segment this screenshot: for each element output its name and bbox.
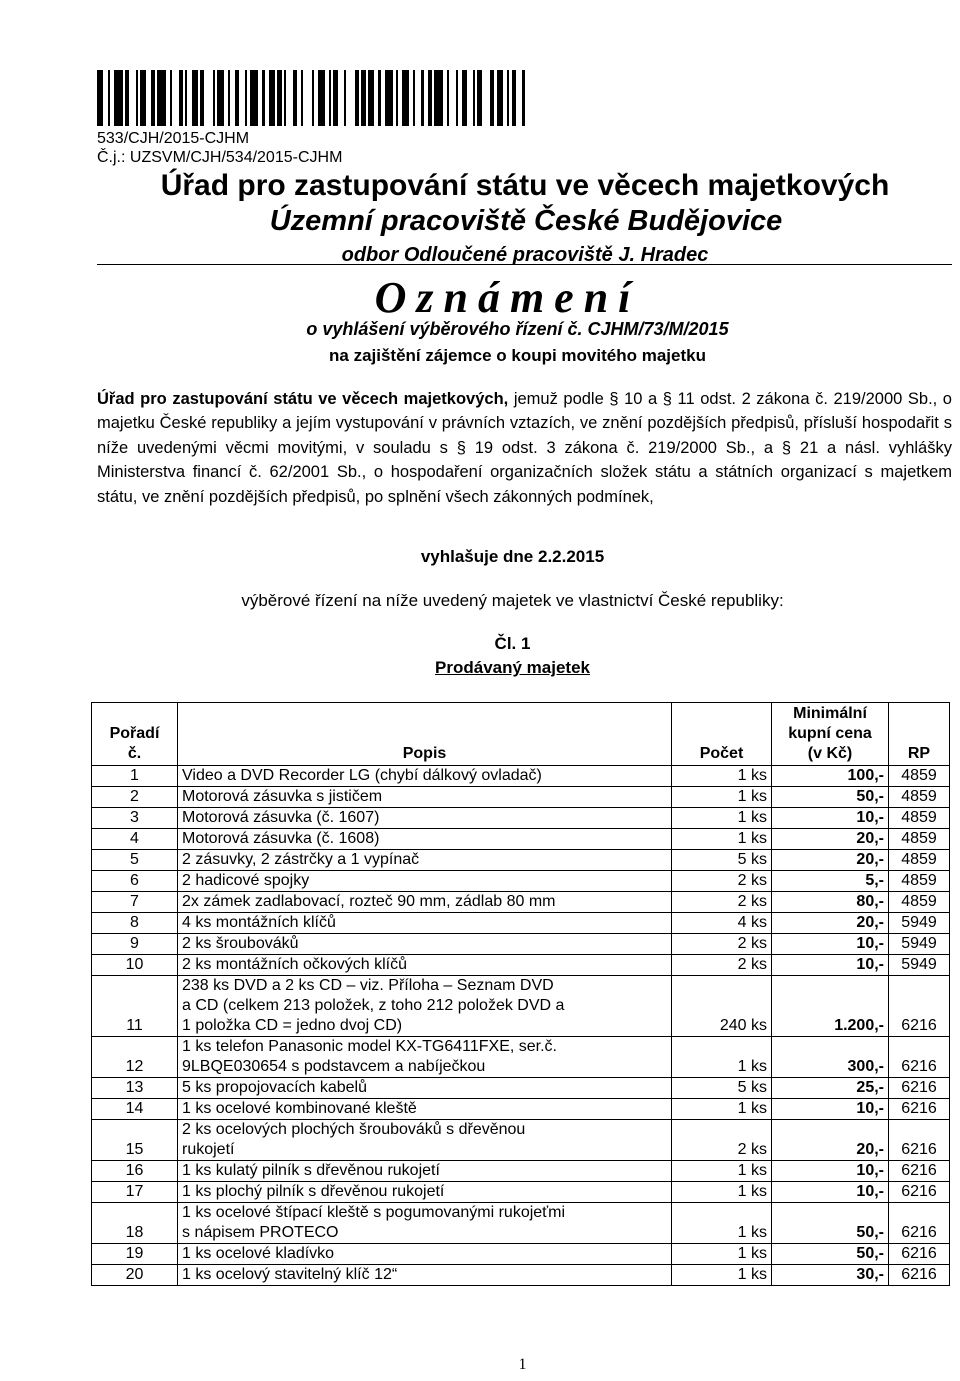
row-count: 1 ks bbox=[672, 1182, 772, 1203]
row-count: 2 ks bbox=[672, 1120, 772, 1161]
description-line: 9LBQE030654 s podstavcem a nabíječkou bbox=[182, 1058, 486, 1075]
row-price: 20,- bbox=[772, 913, 889, 934]
row-price: 10,- bbox=[772, 1182, 889, 1203]
row-rp: 4859 bbox=[889, 892, 950, 913]
row-price: 10,- bbox=[772, 1099, 889, 1120]
table-row bbox=[92, 1120, 950, 1161]
row-rp: 6216 bbox=[889, 976, 950, 1037]
row-price: 50,- bbox=[772, 1244, 889, 1265]
row-description bbox=[178, 766, 672, 787]
row-number: 19 bbox=[92, 1244, 178, 1265]
reference-number: 533/CJH/2015-CJHM bbox=[97, 130, 250, 147]
row-count: 1 ks bbox=[672, 1203, 772, 1244]
row-rp: 6216 bbox=[889, 1120, 950, 1161]
intro-lead: Úřad pro zastupování státu ve věcech majetkových, bbox=[97, 390, 509, 408]
table-row bbox=[92, 808, 950, 829]
row-number: 18 bbox=[92, 1203, 178, 1244]
row-rp: 6216 bbox=[889, 1244, 950, 1265]
row-description bbox=[178, 1120, 672, 1161]
row-description bbox=[178, 1078, 672, 1099]
row-number: 4 bbox=[92, 829, 178, 850]
row-count: 1 ks bbox=[672, 1265, 772, 1286]
row-description bbox=[178, 1161, 672, 1182]
row-number: 20 bbox=[92, 1265, 178, 1286]
row-price: 10,- bbox=[772, 934, 889, 955]
row-price: 50,- bbox=[772, 787, 889, 808]
row-number: 12 bbox=[92, 1037, 178, 1078]
notice-title: Oznámení bbox=[374, 273, 641, 322]
description-line: 2 zásuvky, 2 zástrčky a 1 vypínač bbox=[182, 851, 420, 868]
table-row bbox=[92, 955, 950, 976]
row-number: 10 bbox=[92, 955, 178, 976]
table-row bbox=[92, 1265, 950, 1286]
description-line: Motorová zásuvka (č. 1608) bbox=[182, 830, 380, 847]
row-count: 1 ks bbox=[672, 1037, 772, 1078]
description-line: 2 ks montážních očkových klíčů bbox=[182, 956, 407, 973]
header-cena: Minimální kupní cena (v Kč) bbox=[772, 703, 889, 766]
notice-subtitle-number: o vyhlášení výběrového řízení č. CJHM/73/M/2015 bbox=[306, 319, 729, 339]
row-price: 30,- bbox=[772, 1265, 889, 1286]
header-divider bbox=[97, 264, 952, 265]
table-row bbox=[92, 829, 950, 850]
table-row bbox=[92, 787, 950, 808]
table-row bbox=[92, 766, 950, 787]
row-number: 17 bbox=[92, 1182, 178, 1203]
header-pocet: Počet bbox=[672, 703, 772, 766]
description-line: 1 ks ocelové kladívko bbox=[182, 1245, 335, 1262]
table-row bbox=[92, 1099, 950, 1120]
row-number: 16 bbox=[92, 1161, 178, 1182]
table-row bbox=[92, 1244, 950, 1265]
row-number: 3 bbox=[92, 808, 178, 829]
row-number: 7 bbox=[92, 892, 178, 913]
page-number: 1 bbox=[518, 1356, 527, 1373]
row-count: 4 ks bbox=[672, 913, 772, 934]
table-row bbox=[92, 913, 950, 934]
office-name: Úřad pro zastupování státu ve věcech majetkových bbox=[160, 169, 890, 202]
row-rp: 6216 bbox=[889, 1265, 950, 1286]
header-popis: Popis bbox=[178, 703, 672, 766]
row-count: 2 ks bbox=[672, 955, 772, 976]
article-number: Čl. 1 bbox=[494, 634, 531, 653]
row-description bbox=[178, 1244, 672, 1265]
row-number: 13 bbox=[92, 1078, 178, 1099]
intro-paragraph bbox=[97, 387, 952, 509]
table-row bbox=[92, 850, 950, 871]
row-rp: 6216 bbox=[889, 1182, 950, 1203]
office-department: odbor Odloučené pracoviště J. Hradec bbox=[341, 244, 709, 266]
intro-text: jemuž podle § 10 a § 11 odst. 2 zákona č. 219/2000 Sb., o majetku České republiky a jejím vystupování v právních vztazích, ve znění pozdějších předpisů, přísluší hospodařit s níže uvedenými věcmi movitými, v souladu s § 19 odst. 3 zákona č. 219/2000 Sb., a § 21 a násl. vyhlášky Ministerstva financí č. 62/2001 Sb., o hospodaření organizačních složek státu a státních organizací s majetkem státu, ve znění pozdějších předpisů, po splnění všech zákonných podmínek, bbox=[97, 390, 952, 506]
table-row bbox=[92, 1161, 950, 1182]
row-description bbox=[178, 787, 672, 808]
notice-subtitle-purpose: na zajištění zájemce o koupi movitého majetku bbox=[329, 346, 706, 365]
description-line: 1 ks ocelové kombinované kleště bbox=[182, 1100, 417, 1117]
row-price: 20,- bbox=[772, 1120, 889, 1161]
table-row bbox=[92, 1203, 950, 1244]
row-count: 1 ks bbox=[672, 1099, 772, 1120]
description-line: Motorová zásuvka s jističem bbox=[182, 788, 383, 805]
row-count: 5 ks bbox=[672, 1078, 772, 1099]
row-price: 20,- bbox=[772, 850, 889, 871]
description-line: Motorová zásuvka (č. 1607) bbox=[182, 809, 380, 826]
description-line: Video a DVD Recorder LG (chybí dálkový ovladač) bbox=[182, 767, 542, 784]
row-description bbox=[178, 913, 672, 934]
row-description bbox=[178, 892, 672, 913]
announce-statement: výběrové řízení na níže uvedený majetek ve vlastnictví České republiky: bbox=[241, 591, 784, 610]
table-row bbox=[92, 1037, 950, 1078]
description-line: 1 ks telefon Panasonic model KX-TG6411FXE, ser.č. bbox=[182, 1038, 557, 1055]
row-rp: 6216 bbox=[889, 1203, 950, 1244]
row-count: 1 ks bbox=[672, 787, 772, 808]
table-row bbox=[92, 934, 950, 955]
table-header-row bbox=[92, 703, 950, 766]
row-description bbox=[178, 1203, 672, 1244]
description-line: 1 ks ocelový stavitelný klíč 12“ bbox=[182, 1266, 398, 1283]
row-number: 1 bbox=[92, 766, 178, 787]
row-count: 1 ks bbox=[672, 808, 772, 829]
row-rp: 6216 bbox=[889, 1099, 950, 1120]
row-description bbox=[178, 1037, 672, 1078]
row-rp: 5949 bbox=[889, 934, 950, 955]
row-description bbox=[178, 934, 672, 955]
row-number: 14 bbox=[92, 1099, 178, 1120]
row-count: 1 ks bbox=[672, 1161, 772, 1182]
barcode bbox=[97, 70, 530, 126]
description-line: a CD (celkem 213 položek, z toho 212 položek DVD a bbox=[182, 997, 565, 1014]
row-rp: 4859 bbox=[889, 871, 950, 892]
row-price: 100,- bbox=[772, 766, 889, 787]
row-price: 300,- bbox=[772, 1037, 889, 1078]
table-row bbox=[92, 1078, 950, 1099]
description-line: 1 ks kulatý pilník s dřevěnou rukojetí bbox=[182, 1162, 440, 1179]
row-rp: 5949 bbox=[889, 913, 950, 934]
row-rp: 4859 bbox=[889, 829, 950, 850]
description-line: 1 položka CD = jedno dvoj CD) bbox=[182, 1017, 403, 1034]
row-description bbox=[178, 808, 672, 829]
table-row bbox=[92, 976, 950, 1037]
row-rp: 4859 bbox=[889, 766, 950, 787]
row-price: 1.200,- bbox=[772, 976, 889, 1037]
row-rp: 6216 bbox=[889, 1161, 950, 1182]
row-count: 2 ks bbox=[672, 892, 772, 913]
row-description bbox=[178, 829, 672, 850]
row-description bbox=[178, 1265, 672, 1286]
row-count: 240 ks bbox=[672, 976, 772, 1037]
row-number: 6 bbox=[92, 871, 178, 892]
row-rp: 4859 bbox=[889, 787, 950, 808]
row-number: 2 bbox=[92, 787, 178, 808]
row-number: 5 bbox=[92, 850, 178, 871]
row-price: 5,- bbox=[772, 871, 889, 892]
description-line: 4 ks montážních klíčů bbox=[182, 914, 336, 931]
office-branch: Územní pracoviště České Budějovice bbox=[269, 205, 783, 237]
row-count: 5 ks bbox=[672, 850, 772, 871]
row-price: 10,- bbox=[772, 955, 889, 976]
row-count: 1 ks bbox=[672, 766, 772, 787]
row-count: 2 ks bbox=[672, 934, 772, 955]
announce-date: vyhlašuje dne 2.2.2015 bbox=[420, 547, 605, 566]
description-line: 2x zámek zadlabovací, rozteč 90 mm, zádlab 80 mm bbox=[182, 893, 556, 910]
table-row bbox=[92, 871, 950, 892]
description-line: 5 ks propojovacích kabelů bbox=[182, 1079, 367, 1096]
table-row bbox=[92, 892, 950, 913]
article-title: Prodávaný majetek bbox=[435, 658, 590, 677]
row-rp: 6216 bbox=[889, 1078, 950, 1099]
row-count: 1 ks bbox=[672, 829, 772, 850]
description-line: 1 ks plochý pilník s dřevěnou rukojetí bbox=[182, 1183, 445, 1200]
row-number: 9 bbox=[92, 934, 178, 955]
description-line: 238 ks DVD a 2 ks CD – viz. Příloha – Seznam DVD bbox=[182, 977, 554, 994]
description-line: 2 ks ocelových plochých šroubováků s dřevěnou bbox=[182, 1121, 526, 1138]
row-number: 8 bbox=[92, 913, 178, 934]
description-line: s nápisem PROTECO bbox=[182, 1224, 339, 1241]
row-price: 20,- bbox=[772, 829, 889, 850]
header-poradi: Pořadí č. bbox=[92, 703, 178, 766]
description-line: rukojetí bbox=[182, 1141, 235, 1158]
header-rp: RP bbox=[889, 703, 950, 766]
row-description bbox=[178, 976, 672, 1037]
row-rp: 6216 bbox=[889, 1037, 950, 1078]
row-count: 1 ks bbox=[672, 1244, 772, 1265]
table-row bbox=[92, 1182, 950, 1203]
row-price: 10,- bbox=[772, 808, 889, 829]
case-number: Č.j.: UZSVM/CJH/534/2015-CJHM bbox=[97, 149, 343, 166]
row-price: 10,- bbox=[772, 1161, 889, 1182]
items-table bbox=[91, 702, 950, 1286]
description-line: 2 ks šroubováků bbox=[182, 935, 299, 952]
row-description bbox=[178, 850, 672, 871]
row-description bbox=[178, 1182, 672, 1203]
description-line: 2 hadicové spojky bbox=[182, 872, 310, 889]
row-price: 50,- bbox=[772, 1203, 889, 1244]
row-description bbox=[178, 871, 672, 892]
row-description bbox=[178, 1099, 672, 1120]
row-number: 11 bbox=[92, 976, 178, 1037]
row-rp: 5949 bbox=[889, 955, 950, 976]
row-number: 15 bbox=[92, 1120, 178, 1161]
row-count: 2 ks bbox=[672, 871, 772, 892]
row-price: 80,- bbox=[772, 892, 889, 913]
description-line: 1 ks ocelové štípací kleště s pogumovanými rukojeťmi bbox=[182, 1204, 566, 1221]
row-rp: 4859 bbox=[889, 850, 950, 871]
row-description bbox=[178, 955, 672, 976]
row-rp: 4859 bbox=[889, 808, 950, 829]
row-price: 25,- bbox=[772, 1078, 889, 1099]
